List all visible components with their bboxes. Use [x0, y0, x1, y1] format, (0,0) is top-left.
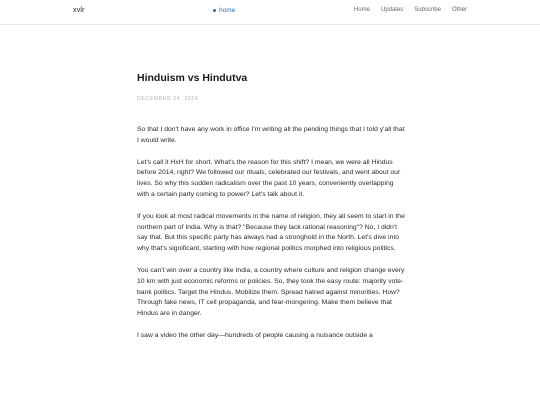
home-dot-icon [213, 9, 216, 12]
main-nav [354, 7, 467, 13]
nav-item-home[interactable]: Home [353, 7, 370, 13]
post-title: Hinduism vs Hindutva [137, 72, 248, 84]
nav-item-other[interactable]: Other [451, 7, 467, 13]
post-paragraph-4: You can't win over a country like India, a country where culture and religion change every 10 km with just economic reforms or policies. So, they took the easy route: majority vote-bank politics. Target the Hindus. Mobilize them. Spread hatred against minorities. How? Through fake news, IT cell propaganda, and fear-mongering. Make them believe that Hindus are in danger. [137, 266, 405, 318]
home-link[interactable] [213, 7, 235, 14]
site-brand[interactable]: xvlr [73, 7, 85, 14]
post-paragraph-1: So that I don't have any work in office I'm writing all the pending things that I told y'all that I would write. [137, 126, 405, 144]
nav-item-subscribe[interactable]: Subscribe [414, 7, 441, 13]
post-paragraph-2: Let's call it HxH for short. What's the reason for this shift? I mean, we were all Hindus before 2014, right? We followed our rituals, celebrated our festivals, and went about our lives. So why this sudden radicalism over the past 10 years, conveniently overlapping with a certain party coming to power? Let's talk about it. [137, 158, 401, 198]
nav-item-updates[interactable]: Updates [380, 7, 404, 13]
home-link-label: home [219, 7, 236, 14]
blog-post [137, 72, 407, 342]
post-paragraph-5: I saw a video the other day—hundreds of people causing a nuisance outside a [137, 331, 373, 339]
top-navigation-bar [0, 0, 540, 25]
post-date: DECEMBER 24, 2024 [137, 96, 199, 102]
post-paragraph-3: If you look at most radical movements in the name of religion, they all seem to start in the northern part of India. Why is that? "Because they lack rational reasoning"? No, I didn't say that. But this specific party has always had a stronghold in the North. Let's dive into why that's significant, starting with how regional politics morphed into religious politics. [137, 212, 405, 253]
